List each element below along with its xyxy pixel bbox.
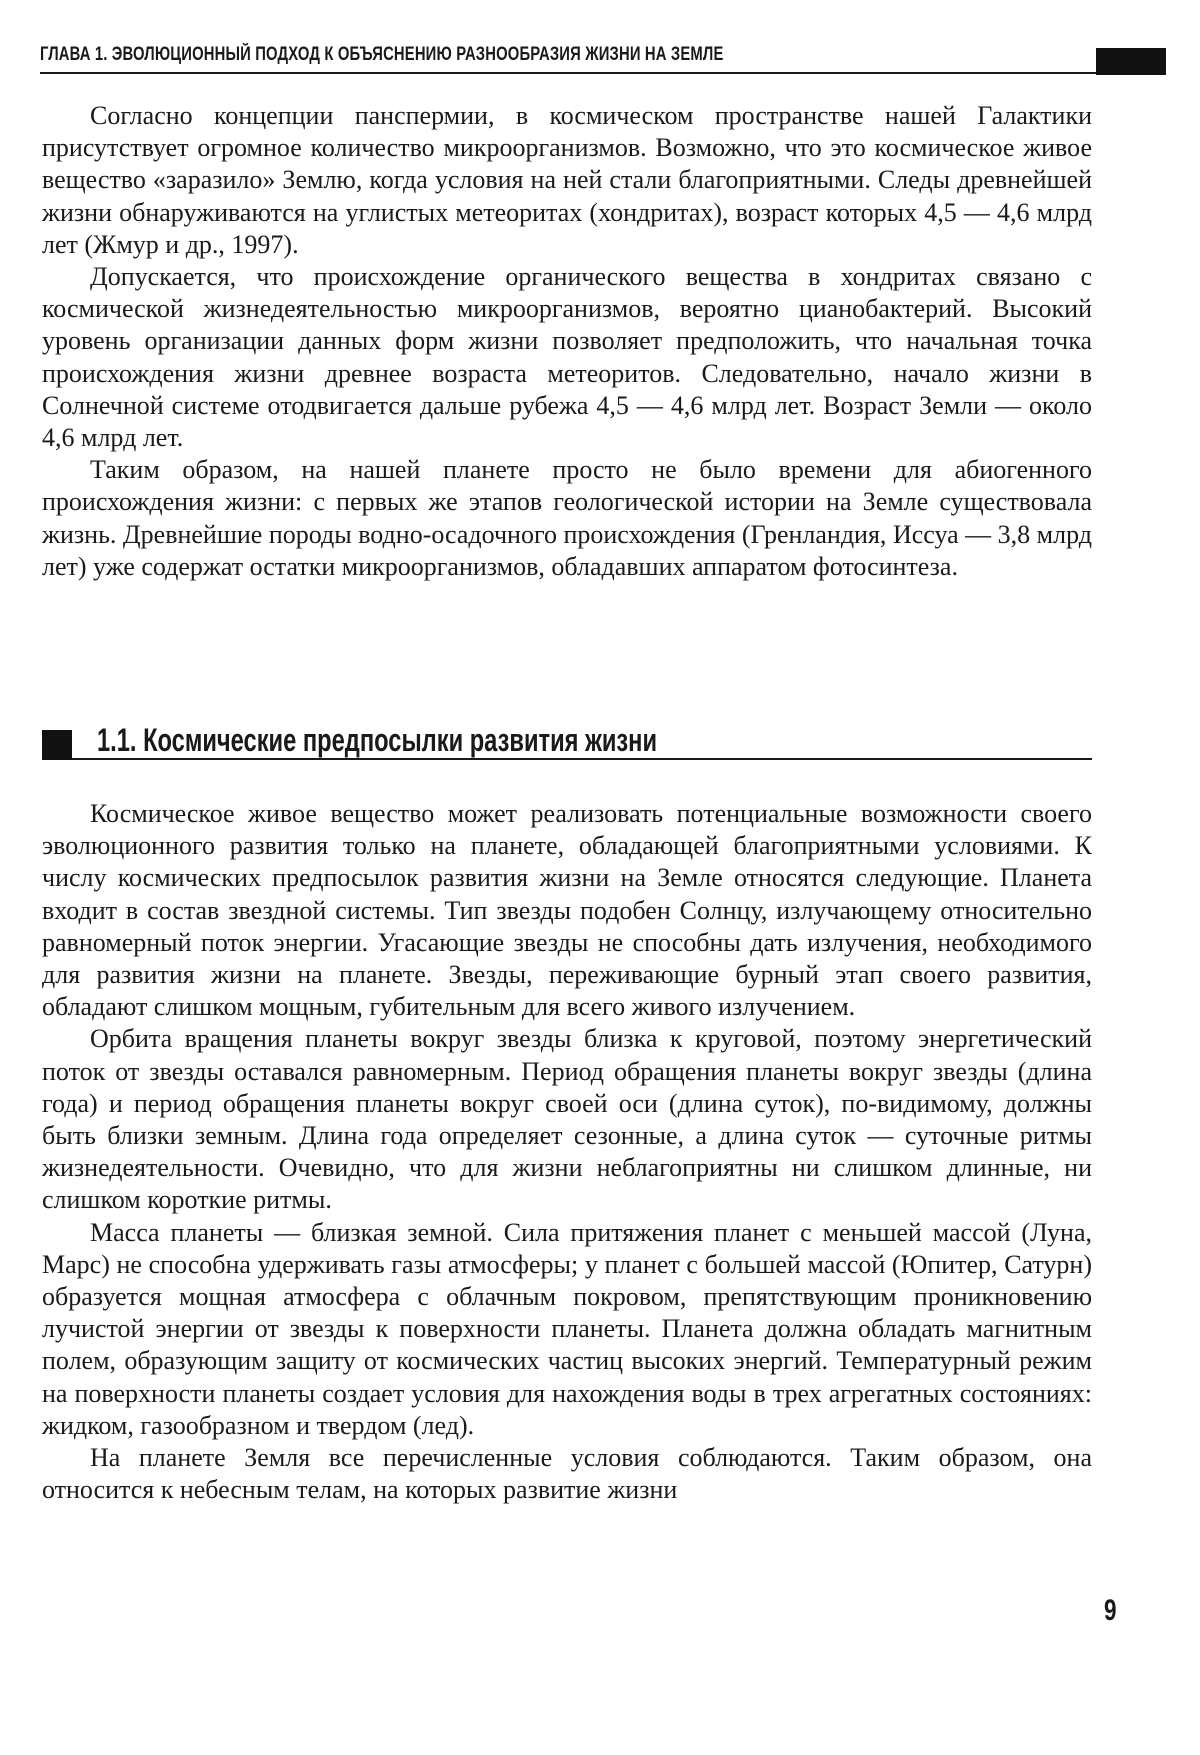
heading-square-marker: [42, 730, 72, 760]
section-title: 1.1. Космические предпосылки развития жизни: [97, 722, 658, 758]
intro-paragraph-1: Согласно концепции панспермии, в космическом пространстве нашей Галактики присутствует огромное количество микроорганизмов. Возможно, что это космическое живое вещество «заразило» Землю, когда условия на ней стали благоприятными. Следы древнейшей жизни обнаруживаются на углистых метеоритах (хондритах), возраст которых 4,5 — 4,6 млрд лет (Жмур и др., 1997).: [42, 101, 1092, 259]
section-paragraph-3: Масса планеты — близкая земной. Сила притяжения планет с меньшей массой (Луна, Марс) не способна удерживать газы атмосферы; у планет с большей массой (Юпитер, Сатурн) образуется мощная атмосфера с облачным покровом, препятствующим проникновению лучистой энергии от звезды к поверхности планеты. Планета должна обладать магнитным полем, образующим защиту от космических частиц высоких энергий. Температурный режим на поверхности планеты создает условия для нахождения воды в трех агрегатных состояниях: жидком, газообразном и твердом (лед).: [42, 1217, 1092, 1440]
section-paragraph-2: Орбита вращения планеты вокруг звезды близка к круговой, поэтому энергетический поток от звезды оставался равномерным. Период обращения планеты вокруг звезды (длина года) и период обращения планеты вокруг своей оси (длина суток), по-видимому, должны быть близки земным. Длина года определяет сезонные, а длина суток — суточные ритмы жизнедеятельности. Очевидно, что для жизни неблагоприятны ни слишком длинные, ни слишком короткие ритмы.: [42, 1024, 1092, 1215]
section-paragraph-4: На планете Земля все перечисленные условия соблюдаются. Таким образом, она относится к небесным телам, на которых развитие жизни: [42, 1443, 1092, 1505]
chapter-tab-marker: [1096, 48, 1166, 75]
section-heading: [42, 722, 1092, 760]
running-head: [40, 42, 1110, 74]
intro-paragraph-3: Таким образом, на нашей планете просто не было времени для абиогенного происхождения жизни: с первых же этапов геологической истории на Земле существовала жизнь. Древнейшие породы водно-осадочного происхождения (Гренландия, Иссуа — 3,8 млрд лет) уже содержат остатки микроорганизмов, обладавших аппаратом фотосинтеза.: [42, 455, 1092, 581]
page-number: 9: [1104, 1594, 1117, 1627]
intro-text-block: [42, 100, 1092, 583]
intro-paragraph-2: Допускается, что происхождение органического вещества в хондритах связано с космической жизнедеятельностью микроорганизмов, вероятно цианобактерий. Высокий уровень организации данных форм жизни позволяет предположить, что начальная точка происхождения жизни древнее возраста метеоритов. Следовательно, начало жизни в Солнечной системе отодвигается дальше рубежа 4,5 — 4,6 млрд лет. Возраст Земли — около 4,6 млрд лет.: [42, 262, 1092, 453]
section-text-block: [42, 798, 1092, 1506]
running-head-title: ГЛАВА 1. ЭВОЛЮЦИОННЫЙ ПОДХОД К ОБЪЯСНЕНИЮ РАЗНООБРАЗИЯ ЖИЗНИ НА ЗЕМЛЕ: [40, 44, 724, 65]
section-paragraph-1: Космическое живое вещество может реализовать потенциальные возможности своего эволюционного развития только на планете, обладающей благоприятными условиями. К числу космических предпосылок развития жизни на Земле относятся следующие. Планета входит в состав звездной системы. Тип звезды подобен Солнцу, излучающему относительно равномерный поток энергии. Угасающие звезды не способны дать излучения, необходимого для развития жизни на планете. Звезды, переживающие бурный этап своего развития, обладают слишком мощным, губительным для всего живого излучением.: [42, 799, 1092, 1022]
